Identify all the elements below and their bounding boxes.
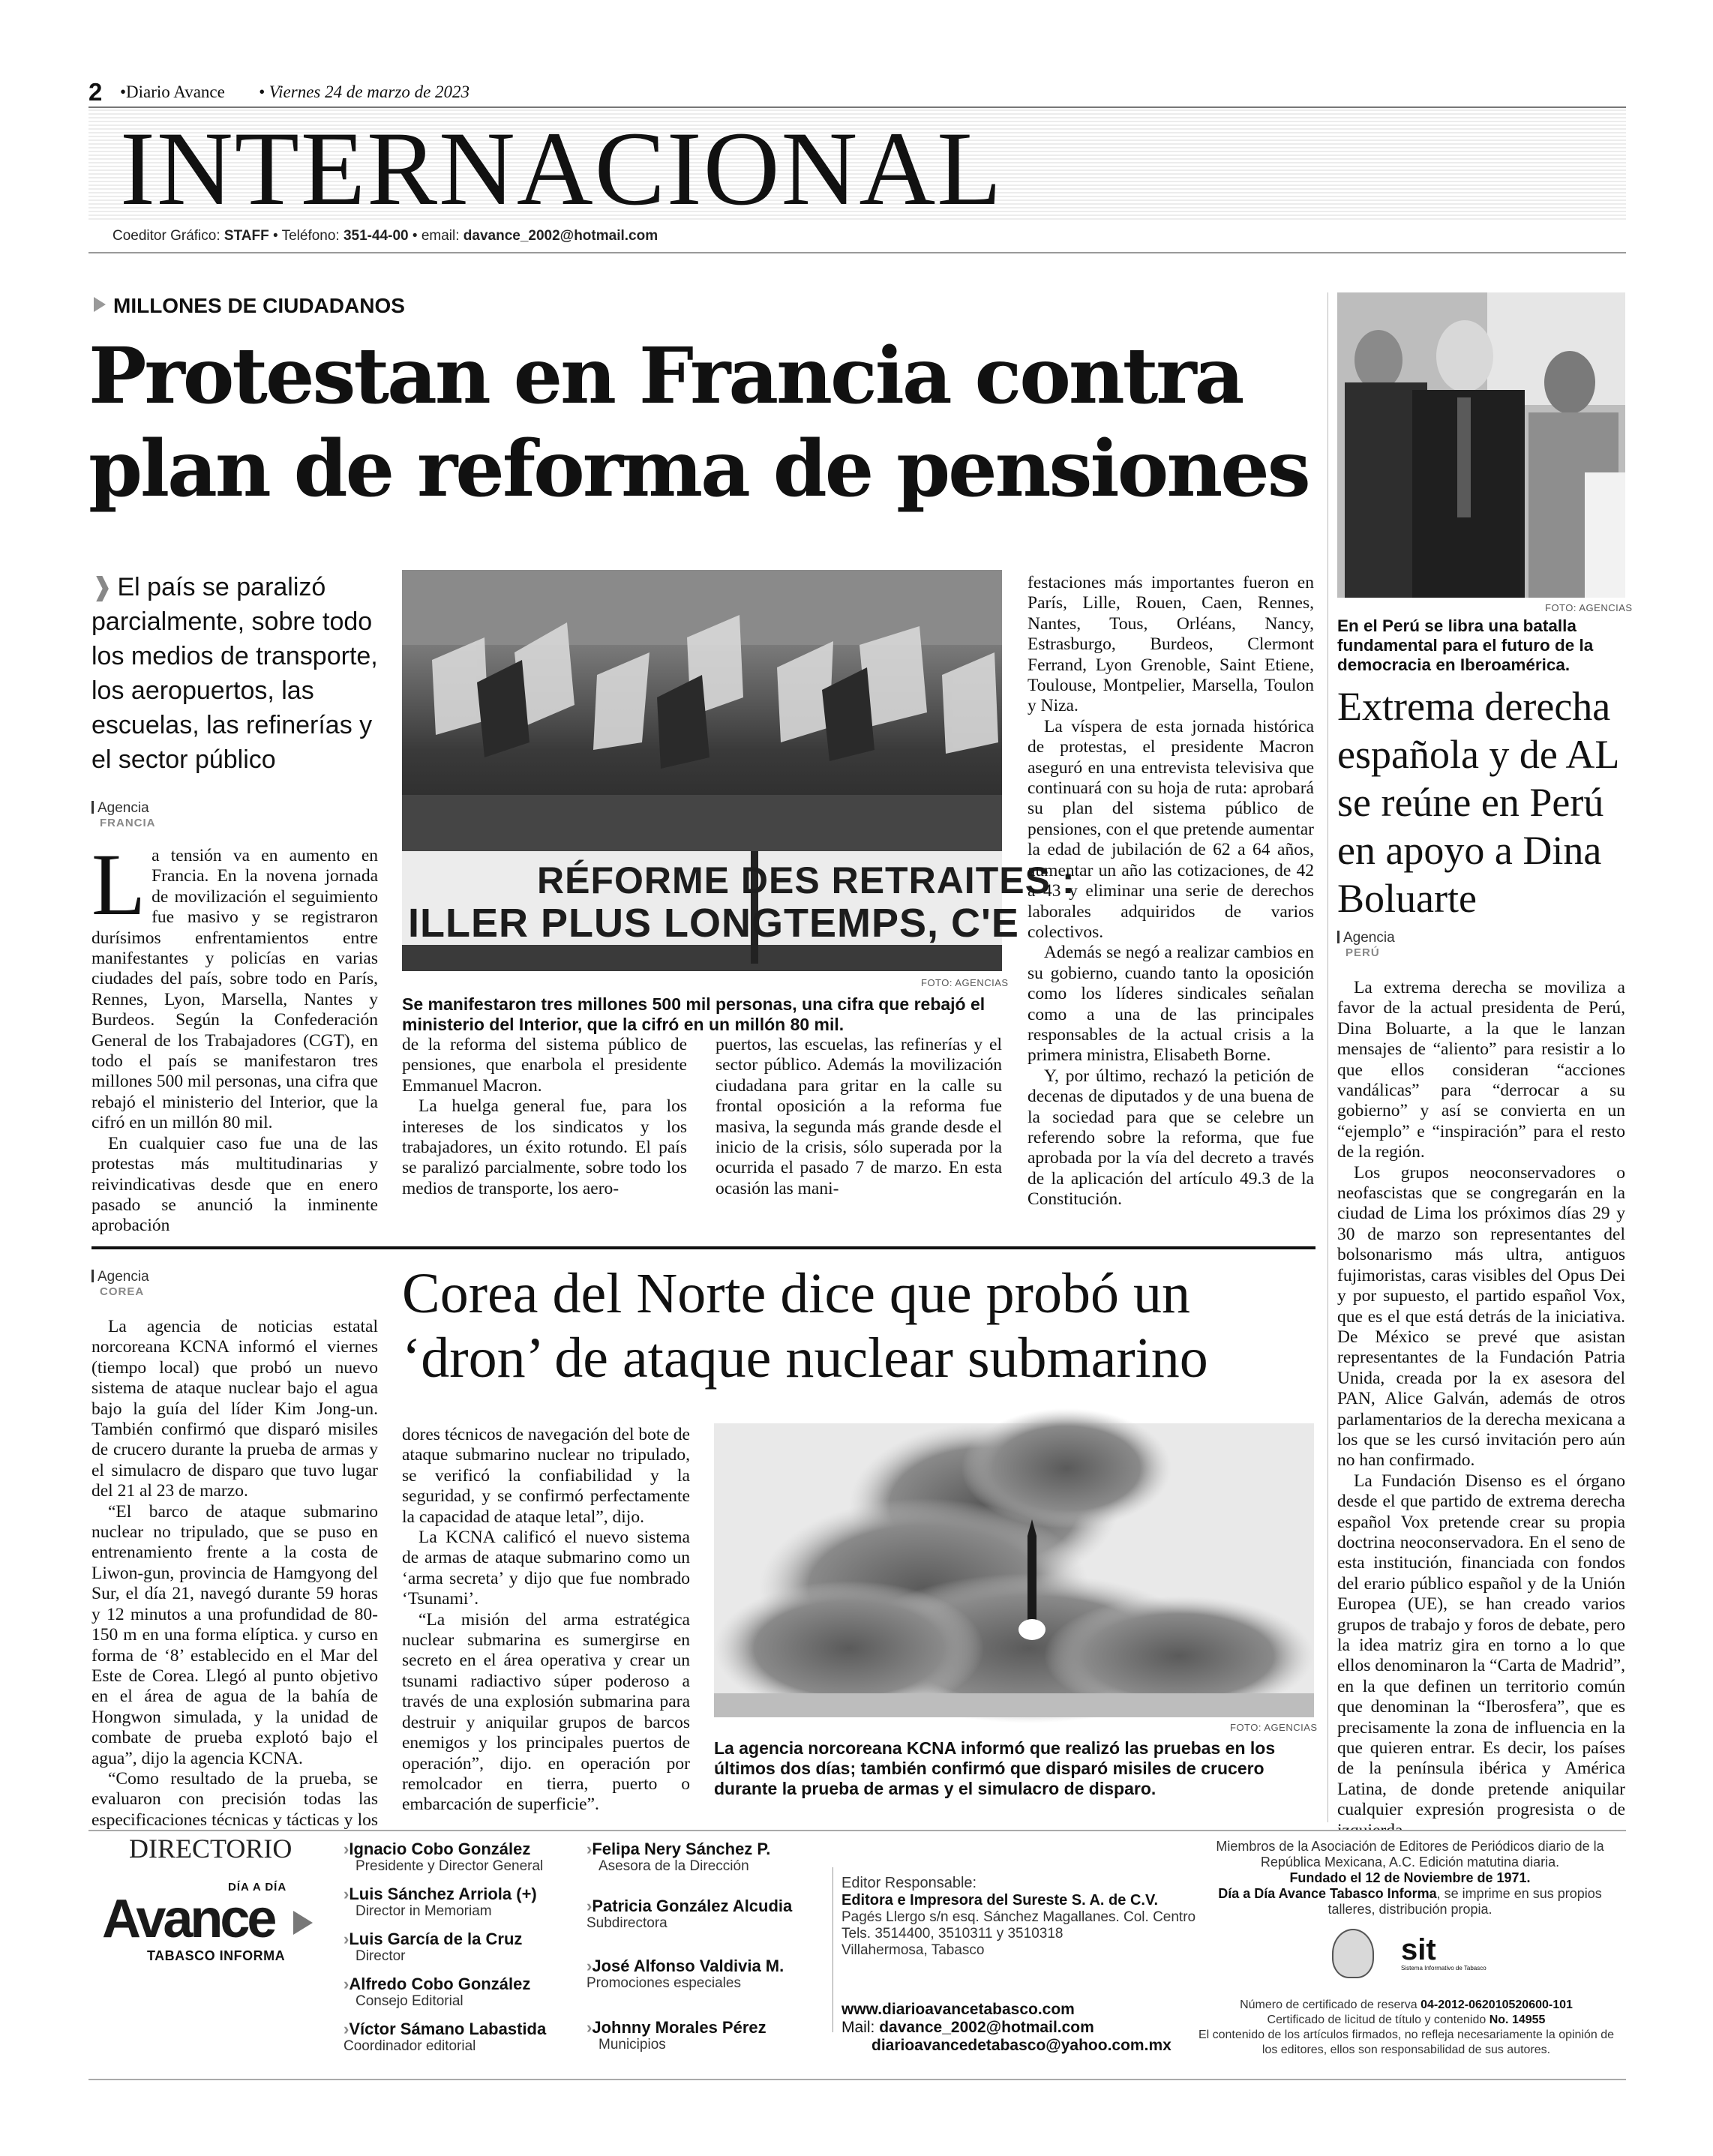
lead-photo-credit: FOTO: AGENCIAS — [921, 977, 1009, 988]
logo-arrow-icon — [293, 1911, 313, 1935]
agency-label: Agencia — [98, 800, 149, 816]
korea-col2-p1: dores técnicos de navegación del bote de ataque submarino nuclear no tripulado, se verificó la confiabilidad y la seguridad, y se confirmó perfectamente la capacidad de ataque letal”, dijo. — [402, 1425, 690, 1527]
logo-sub: TABASCO INFORMA — [147, 1948, 286, 1963]
directory-person — [344, 1975, 530, 2010]
directory-bottom-rule — [88, 2079, 1626, 2080]
korea-col2-p3: “La misión del arma estratégica nuclear submarina es sumergirse en secreto en el área operativa y crear un tsunami radiactivo súper poderoso a través de una explosión submarina para destruir y aniquilar grupos de barcos enemigos y los principales puertos de operación”, dijo. en operación por remolcador en tierra, puerto o embarcación de superficie”. — [402, 1609, 690, 1815]
lead-col1-p1: a tensión va en aumento en Francia. En la novena jornada de movilización el seguimiento fue masivo y se registraron durísimos enfrentamientos entre manifestantes y policías en varias ciudades del país, sobre todo en París, Rennes, Lyon, Marsella, Nantes y Burdeos. Según la Confederación General de los Trabajadores (CGT), en todo el país se manifestaron tres millones 500 mil personas, una cifra que rebajó el ministerio del Interior, que la cifró en un millón 80 mil. — [92, 846, 378, 1133]
agency-bar — [92, 801, 94, 814]
agency-place: FRANCIA — [100, 817, 156, 829]
korea-photo-caption: La agencia norcoreana KCNA informó que realizó las pruebas en los últimos dos días; también confirmó que disparó misiles de crucero durante la prueba de armas y el simulacro de disparo. — [714, 1738, 1276, 1798]
person-name — [344, 1930, 522, 1948]
website-link[interactable]: www.diarioavancetabasco.com — [842, 2001, 1075, 2018]
lead-headline-line2: plan de reforma de pensiones — [88, 424, 1309, 514]
person-name-text: Alfredo Cobo González — [349, 1975, 531, 1993]
directory-person — [586, 1897, 792, 1932]
lead-col4-p4: Y, por último, rechazó la petición de decenas de diputados y de una buena de la sociedad para que se celebre un referendo sobre la reforma, que fue aprobada por la vía del decreto a través de la aplicación del artículo 49.3 de la Constitución. — [1028, 1066, 1314, 1210]
arrow-bullet-icon: › — [586, 2018, 592, 2037]
korea-agency — [92, 1270, 149, 1300]
korea-photo-credit: FOTO: AGENCIAS — [1230, 1722, 1318, 1733]
person-name — [586, 1957, 784, 1975]
certificates-block — [1192, 1998, 1620, 2058]
directory-title: DIRECTORIO — [129, 1834, 292, 1864]
korea-col1 — [92, 1317, 378, 1852]
person-role: Presidente y Director General — [356, 1858, 544, 1874]
korea-col1-p3: “Como resultado de la prueba, se evaluaron con precisión todas las especificaciones técnicas y tácticas y los — [92, 1768, 378, 1830]
cert1-label: Número de certificado de reserva — [1240, 1999, 1421, 2011]
header-bottom-rule — [88, 252, 1626, 253]
peru-body — [1337, 978, 1625, 1841]
banner-line2: ILLER PLUS LONGTEMPS, C'E — [408, 901, 1019, 946]
missile-launch-graphic — [714, 1423, 1314, 1717]
lead-col1 — [92, 835, 378, 1237]
korea-col1-p2: “El barco de ataque submarino nuclear no tripulado, que se puso en entrenamiento frente a la costa de Liwon-gun, provincia de Hamgyong del Sur, el día 21, navegó durante 59 horas y 12 minutos a una profundidad de 80-150 m en una forma elíptica. y curso en forma de ‘8’ establecido en el Mar del Este de Corea. Llegó al punto objetivo en el área de agua de la bahía de Hongwon simulada, y la unidad de combate de prueba explotó bajo el agua”, dijo la agencia KCNA. — [92, 1501, 378, 1768]
person-name-text: Luis García de la Cruz — [349, 1930, 523, 1948]
person-name-text: José Alfonso Valdivia M. — [592, 1957, 784, 1975]
lead-col3 — [716, 1035, 1002, 1199]
agency-label: Agencia — [98, 1269, 149, 1285]
peru-photo-caption: En el Perú se libra una batalla fundamental para el futuro de la democracia en Iberoamérica. — [1337, 616, 1594, 674]
person-name-text: Johnny Morales Pérez — [592, 2018, 766, 2037]
korea-top-rule — [92, 1246, 1316, 1249]
person-name — [586, 1840, 770, 1858]
directory-person — [586, 1957, 784, 1992]
korea-headline — [402, 1261, 1208, 1390]
disclaimer: El contenido de los artículos firmados, no refleja necesariamente la opinión de los editores, ellos son responsabilidad de sus autores. — [1198, 2029, 1615, 2056]
person-name-text: Patricia González Alcudia — [592, 1897, 793, 1915]
lead-col4 — [1028, 573, 1314, 1210]
header-top-rule — [88, 106, 1626, 108]
deck-quote-mark-icon: ❱ — [92, 573, 113, 601]
protest-photo — [402, 570, 1076, 971]
agency-bar — [92, 1270, 94, 1282]
person-role: Coordinador editorial — [344, 2038, 476, 2054]
lead-headline — [88, 330, 1309, 516]
directory-person — [344, 1930, 522, 1965]
korea-col2 — [402, 1425, 690, 1816]
sit-logo-text: sit — [1401, 1933, 1436, 1966]
arrow-bullet-icon: › — [344, 1885, 350, 1903]
issue-date: • Viernes 24 de marzo de 2023 — [259, 82, 470, 101]
lead-col2-p1: de la reforma del sistema público de pensiones, que enarbola el presidente Emmanuel Macron. — [402, 1035, 687, 1096]
printed-bold: Día a Día Avance Tabasco Informa — [1218, 1886, 1437, 1901]
banner-line1: RÉFORME DES RETRAITES : — [537, 859, 1076, 901]
lead-col3-p1: puertos, las escuelas, las refinerías y el sector público. Además la movilización ciudadana para gritar en la calle su frontal oposición a la reforma fue masiva, la segunda más grande desde el inicio de la crisis, sólo superada por la ocurrida el pasado 7 de marzo. En esta ocasión las mani- — [716, 1035, 1002, 1198]
lead-col4-p1: festaciones más importantes fueron en París, Lille, Rouen, Caen, Rennes, Nantes, Tous, Orléans, Nancy, Estrasburgo, Burdeos, Clermont Ferrand, Lyon Grenoble, Saint Etiene, Toulouse, Montpelier, Marsella, Toulon y Niza. — [1028, 573, 1314, 716]
peru-p2: Los grupos neoconservadores o neofascistas que se congregarán en la ciudad de Lima los próximos días 29 y 30 de marzo son representantes del bolsonarismo más ultra, antiguos fujimoristas, caras visibles del Opus Dei y por supuesto, el partido español Vox, que es el que está detrás de la iniciativa. De México se prevé que asistan representantes de la Fundación Patria Unida, creada por la ex asesora del PAN, Alice Galván, además de otros parlamentarios de la derecha mexicana a los que se les cursó invitación pero aún no han confirmado. — [1337, 1162, 1625, 1471]
directory-person — [344, 2020, 546, 2055]
credits-phone-label: • Teléfono: — [268, 228, 344, 244]
peru-agency — [1337, 931, 1395, 961]
arrow-bullet-icon: › — [344, 1840, 350, 1858]
credits-phone: 351-44-00 — [343, 228, 409, 244]
person-role: Consejo Editorial — [356, 1993, 464, 2009]
person-name — [344, 1885, 537, 1903]
editor-address1: Pagés Llergo s/n esq. Sánchez Magallanes. Col. Centro — [842, 1909, 1196, 1925]
lead-agency — [92, 801, 156, 831]
person-name-text: Ignacio Cobo González — [349, 1840, 531, 1858]
mail-line — [842, 2019, 1232, 2037]
printed-rest: , se imprime en sus propios talleres, distribución propia. — [1328, 1886, 1602, 1917]
peru-p3: La Fundación Disenso es el órgano desde el que partido de extrema derecha español Vox pretende crear su propia doctrina neoconservadora. En el seno de esta institución, financiada con fondos del erario público español y de la Unión Europea (UE), se han creado varios grupos de trabajo y foros de debate, pero la idea matriz gira en torno a lo que ellos denominaron la “Carta de Madrid”, en la que definen un territorio común que denominan la “Iberosfera”, que es precisamente la zona de influencia en la que quieren entrar. Es decir, los países de la península ibérica y América Latina, de donde pretende aniquilar cualquier expresión progresista o de — [1337, 1471, 1625, 1820]
lead-col4-p2: La víspera de esta jornada histórica de protestas, el presidente Macron aseguró en una entrevista televisiva que continuará con su hoja de ruta: aprobará su plan del sistema público de pensiones, con el que pretende aumentar la edad de jubilación de 62 a 64 años, aumentar un año las cotizaciones, de 42 a 43 y eliminar una serie de derechos laborales adquiridos de varios colectivos. — [1028, 716, 1314, 942]
printed-text — [1200, 1886, 1620, 1918]
person-name-text: Víctor Sámano Labastida — [349, 2020, 547, 2038]
person-name-text: Felipa Nery Sánchez P. — [592, 1840, 771, 1858]
credits-staff: STAFF — [224, 228, 269, 244]
person-name — [586, 1897, 792, 1915]
person-name — [586, 2019, 766, 2037]
korea-headline-line1: Corea del Norte dice que probó un — [402, 1262, 1190, 1325]
directory-person — [344, 1885, 537, 1920]
lead-col2-p2: La huelga general fue, para los intereses de los sindicatos y los trabajadores, un éxito rotundo. El país se paralizó parcialmente, sobre todo los medios de transporte, los aero- — [402, 1096, 687, 1198]
section-title: INTERNACIONAL — [120, 110, 1004, 227]
sit-logo — [1401, 1935, 1486, 1972]
contact-block — [842, 2001, 1232, 2055]
page-number: 2 — [88, 78, 103, 106]
arrow-bullet-icon: › — [586, 1957, 592, 1975]
directory-person — [344, 1840, 543, 1875]
editor-divider — [832, 1867, 833, 2032]
editor-label: Editor Responsable: — [842, 1875, 977, 1891]
peru-ceremony-graphic — [1337, 292, 1625, 598]
agency-label: Agencia — [1343, 930, 1395, 946]
directory-person — [586, 2019, 766, 2053]
lead-col2 — [402, 1035, 687, 1199]
agency-place: COREA — [100, 1285, 145, 1298]
editor-address3: Villahermosa, Tabasco — [842, 1942, 985, 1958]
person-name — [344, 1840, 543, 1858]
agency-place: PERÚ — [1346, 946, 1380, 959]
person-role: Subdirectora — [586, 1915, 668, 1931]
paper-name: •Diario Avance — [120, 82, 225, 101]
member-text: Miembros de la Asociación de Editores de Periódicos diario de la República Mexicana, A.C. Edición matutina diaria. — [1216, 1839, 1604, 1870]
peru-photo — [1337, 292, 1625, 598]
credits-email: davance_2002@hotmail.com — [463, 228, 658, 244]
credits-label: Coeditor Gráfico: — [112, 228, 224, 244]
mail-label: Mail: — [842, 2019, 880, 2036]
cert1-value: 04-2012-062010520600-101 — [1420, 1999, 1573, 2011]
person-name-text: Luis Sánchez Arriola (+) — [349, 1885, 537, 1903]
agency-bar — [1337, 931, 1340, 943]
credits-email-label: • email: — [408, 228, 464, 244]
peru-photo-credit: FOTO: AGENCIAS — [1545, 602, 1633, 613]
kicker-text: MILLONES DE CIUDADANOS — [113, 294, 405, 317]
peru-p1: La extrema derecha se moviliza a favor de la actual presidenta de Perú, Dina Boluarte, a la que le lanzan mensajes de “aliento” para resistir a lo que ellos consideran “acciones vandálicas” para “derrocar a su gobierno” y así se convierta en un “ejemplo” e “inspiración” para el resto de la región. — [1337, 978, 1625, 1162]
person-name — [344, 1975, 530, 1993]
avance-logo — [102, 1881, 327, 1963]
lead-deck — [92, 570, 386, 777]
arrow-bullet-icon: › — [344, 2020, 350, 2038]
cert2 — [1192, 2013, 1620, 2028]
korea-headline-line2: ‘dron’ de ataque nuclear submarino — [402, 1327, 1208, 1390]
arrow-bullet-icon: › — [586, 1840, 592, 1858]
lead-photo-caption: Se manifestaron tres millones 500 mil personas, una cifra que rebajó el ministerio del Interior, que la cifró en un millón 80 mil. — [402, 994, 986, 1034]
lead-headline-line1: Protestan en Francia contra — [88, 331, 1243, 421]
membership-block — [1200, 1839, 1620, 1918]
logo-word: Avance — [102, 1889, 274, 1949]
lead-col4-p3: Además se negó a realizar cambios en su gobierno, cuando tanto la oposición como los líderes sindicales señalan como a una de las principales responsables de la actual crisis a la primera ministra, Elisabeth Borne. — [1028, 943, 1314, 1066]
person-role: Director in Memoriam — [356, 1903, 492, 1919]
section-credits — [112, 228, 658, 244]
missile-photo — [714, 1423, 1314, 1717]
founded-text: Fundado el 12 de Noviembre de 1971. — [1289, 1870, 1531, 1885]
editor-company: Editora e Impresora del Sureste S. A. de C.V. — [842, 1892, 1159, 1909]
arrow-bullet-icon: › — [344, 1975, 350, 1993]
cert2-value: No. 14955 — [1489, 2014, 1546, 2026]
person-role: Asesora de la Dirección — [598, 1858, 749, 1874]
cert1 — [1192, 1998, 1620, 2013]
peru-headline: Extrema derecha española y de AL se reúne en Perú en apoyo a Dina Boluarte — [1337, 684, 1618, 921]
korea-col2-p2: La KCNA calificó el nuevo sistema de armas de ataque submarino como un ‘arma secreta’ y dijo que fue nombrado ‘Tsunami’. — [402, 1528, 690, 1609]
lead-col1-p2: En cualquier caso fue una de las protestas más multitudinarias y reivindicativas desde que en enero pasado se anunció la inminente aprobación — [92, 1133, 378, 1236]
logo-tag: DÍA A DÍA — [228, 1881, 287, 1894]
dropcap: L — [92, 835, 146, 934]
person-role: Director — [356, 1948, 406, 1964]
kicker — [94, 294, 405, 318]
arrow-bullet-icon: › — [586, 1897, 592, 1915]
arrow-bullet-icon: › — [344, 1930, 350, 1948]
cert2-label: Certificado de licitud de título y contenido — [1267, 2014, 1490, 2026]
sit-logo-sub: Sistema Informativo de Tabasco — [1401, 1965, 1486, 1972]
union-logo-icon — [1332, 1929, 1374, 1978]
lead-deck-text: El país se paralizó parcialmente, sobre todo los medios de transporte, los aeropuertos, las escuelas, las refinerías y el sector público — [92, 573, 378, 774]
editor-address2: Tels. 3514400, 3510311 y 3510318 — [842, 1926, 1064, 1942]
person-role: Promociones especiales — [586, 1975, 741, 1991]
play-triangle-icon — [94, 297, 106, 312]
directory-person — [586, 1840, 770, 1875]
person-name — [344, 2020, 546, 2038]
mail-link-2[interactable]: diarioavancedetabasco@yahoo.com.mx — [872, 2037, 1172, 2054]
mail-link-1[interactable]: davance_2002@hotmail.com — [879, 2019, 1094, 2036]
korea-col1-p1: La agencia de noticias estatal norcoreana KCNA informó el viernes (tiempo local) que probó un nuevo sistema de ataque nuclear bajo el agua bajo la guía del líder Kim Jong-un. También confirmó que disparó misiles de crucero durante la prueba de armas y el simulacro de disparo que tuvo lugar del 21 al 23 de marzo. — [92, 1317, 378, 1501]
editor-block — [842, 1875, 1216, 1959]
person-role: Municipios — [598, 2037, 666, 2053]
